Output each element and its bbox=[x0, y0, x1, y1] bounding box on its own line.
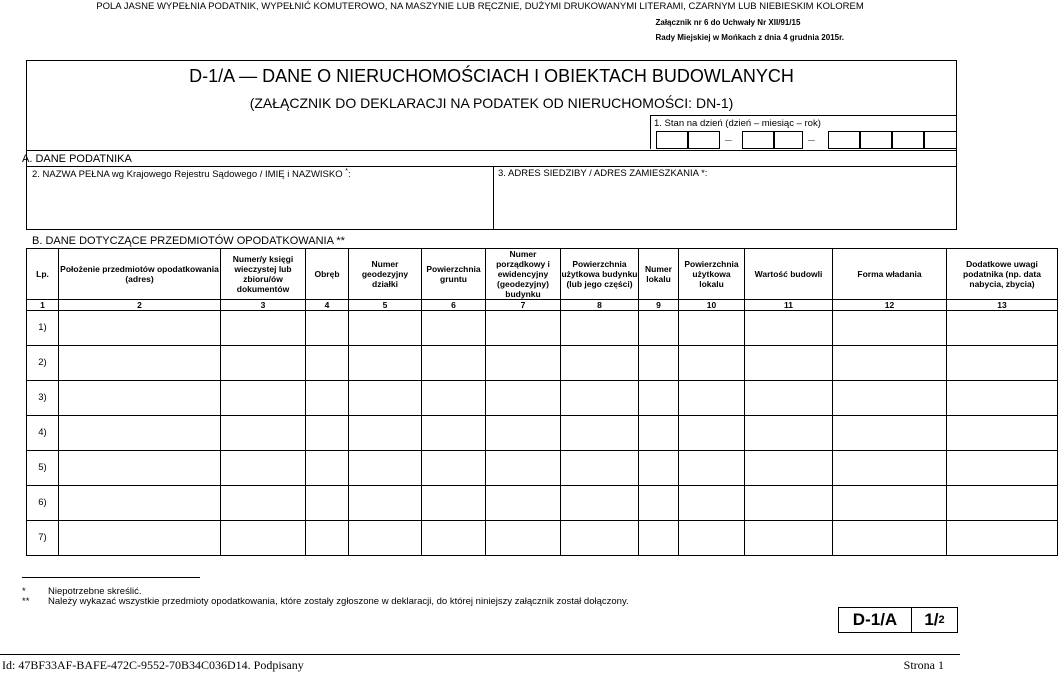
date-month-input-2[interactable] bbox=[774, 131, 803, 149]
date-day-input-1[interactable] bbox=[656, 131, 688, 149]
table-cell-input[interactable] bbox=[947, 486, 1058, 521]
table-cell-input[interactable] bbox=[349, 311, 422, 346]
column-header-ownership-form: Forma władania bbox=[833, 249, 947, 300]
form-title: D-1/A — DANE O NIERUCHOMOŚCIACH I OBIEKTACH BUDOWLANYCH bbox=[189, 66, 794, 86]
footer-rule bbox=[0, 654, 960, 655]
form-subtitle: (ZAŁĄCZNIK DO DEKLARACJI NA PODATEK OD NIERUCHOMOŚCI: DN-1) bbox=[249, 95, 734, 111]
stamp-page-total: 2 bbox=[938, 614, 945, 626]
footnote-1-text: Niepotrzebne skreślić. bbox=[48, 586, 142, 597]
row-number: 1) bbox=[27, 311, 59, 346]
table-cell-input[interactable] bbox=[561, 486, 639, 521]
table-cell-input[interactable] bbox=[745, 486, 833, 521]
table-cell-input[interactable] bbox=[639, 451, 679, 486]
column-number: 4 bbox=[306, 300, 349, 311]
section-a-heading: A. DANE PODATNIKA bbox=[22, 153, 132, 165]
section-a-column-divider bbox=[493, 166, 494, 230]
full-name-footnote-mark: * bbox=[345, 168, 348, 175]
table-cell-input[interactable] bbox=[349, 486, 422, 521]
table-cell-input[interactable] bbox=[59, 346, 221, 381]
column-number: 1 bbox=[27, 300, 59, 311]
table-cell-input[interactable] bbox=[679, 486, 745, 521]
table-cell-input[interactable] bbox=[745, 451, 833, 486]
column-number: 6 bbox=[422, 300, 486, 311]
table-cell-input[interactable] bbox=[833, 416, 947, 451]
table-cell-input[interactable] bbox=[745, 381, 833, 416]
table-cell-input[interactable] bbox=[422, 346, 486, 381]
table-cell-input[interactable] bbox=[486, 381, 561, 416]
table-cell-input[interactable] bbox=[639, 381, 679, 416]
table-cell-input[interactable] bbox=[306, 521, 349, 556]
row-number: 4) bbox=[27, 416, 59, 451]
table-cell-input[interactable] bbox=[422, 381, 486, 416]
column-number: 8 bbox=[561, 300, 639, 311]
date-day-input-2[interactable] bbox=[688, 131, 720, 149]
table-cell-input[interactable] bbox=[349, 521, 422, 556]
table-cell-input[interactable] bbox=[221, 521, 306, 556]
table-cell-input[interactable] bbox=[486, 346, 561, 381]
table-cell-input[interactable] bbox=[947, 311, 1058, 346]
table-cell-input[interactable] bbox=[833, 486, 947, 521]
stamp-page-indicator: 1 / 2 bbox=[924, 610, 945, 629]
column-header-remarks: Dodatkowe uwagi podatnika (np. data nabycia, zbycia) bbox=[947, 249, 1058, 300]
table-cell-input[interactable] bbox=[679, 521, 745, 556]
date-year-input-3[interactable] bbox=[892, 131, 924, 149]
table-cell-input[interactable] bbox=[833, 451, 947, 486]
table-cell-input[interactable] bbox=[679, 311, 745, 346]
address-field[interactable] bbox=[497, 182, 953, 226]
table-cell-input[interactable] bbox=[349, 346, 422, 381]
column-header-lp: Lp. bbox=[27, 249, 59, 300]
row-number: 6) bbox=[27, 486, 59, 521]
full-name-label-text: 2. NAZWA PEŁNA wg Krajowego Rejestru Sądowego / IMIĘ i NAZWISKO bbox=[32, 169, 343, 181]
table-cell-input[interactable] bbox=[679, 381, 745, 416]
table-cell-input[interactable] bbox=[221, 381, 306, 416]
date-field-top-border bbox=[650, 115, 957, 116]
table-cell-input[interactable] bbox=[679, 451, 745, 486]
column-number: 10 bbox=[679, 300, 745, 311]
date-month-input-1[interactable] bbox=[742, 131, 774, 149]
column-number: 7 bbox=[486, 300, 561, 311]
table-cell-input[interactable] bbox=[306, 451, 349, 486]
table-cell-input[interactable] bbox=[745, 521, 833, 556]
table-cell-input[interactable] bbox=[349, 381, 422, 416]
table-cell-input[interactable] bbox=[486, 451, 561, 486]
full-name-label bbox=[32, 168, 351, 180]
table-cell-input[interactable] bbox=[833, 311, 947, 346]
table-cell-input[interactable] bbox=[422, 416, 486, 451]
document-id: Id: 47BF33AF-BAFE-472C-9552-70B34C036D14. Podpisany bbox=[2, 658, 304, 672]
section-a-divider bbox=[26, 150, 957, 151]
instruction-banner: POLA JASNE WYPEŁNIA PODATNIK, WYPEŁNIĆ KOMUTEROWO, NA MASZYNIE LUB RĘCZNIE, DUŻYMI DRUKOWANYMI LITERAMI, CZARNYM LUB NIEBIESKIM KOLOREM bbox=[96, 1, 864, 12]
table-cell-input[interactable] bbox=[833, 346, 947, 381]
table-cell-input[interactable] bbox=[486, 486, 561, 521]
row-number: 2) bbox=[27, 346, 59, 381]
column-header-building-number: Numer porządkowy i ewidencyjny (geodezyjny) budynku bbox=[486, 249, 561, 300]
column-number: 11 bbox=[745, 300, 833, 311]
table-cell-input[interactable] bbox=[639, 521, 679, 556]
table-cell-input[interactable] bbox=[833, 521, 947, 556]
table-cell-input[interactable] bbox=[639, 311, 679, 346]
table-cell-input[interactable] bbox=[306, 416, 349, 451]
table-cell-input[interactable] bbox=[745, 346, 833, 381]
table-cell-input[interactable] bbox=[561, 381, 639, 416]
table-cell-input[interactable] bbox=[745, 311, 833, 346]
table-cell-input[interactable] bbox=[59, 416, 221, 451]
column-number: 9 bbox=[639, 300, 679, 311]
column-number: 3 bbox=[221, 300, 306, 311]
table-cell-input[interactable] bbox=[561, 451, 639, 486]
stamp-form-code: D-1/A bbox=[839, 608, 912, 632]
full-name-label-colon: : bbox=[348, 169, 351, 181]
row-number: 7) bbox=[27, 521, 59, 556]
column-header-unit-number: Numer lokalu bbox=[639, 249, 679, 300]
table-cell-input[interactable] bbox=[59, 311, 221, 346]
footnote-1-mark: * bbox=[22, 586, 26, 597]
date-separator-2: _ bbox=[808, 128, 815, 142]
table-cell-input[interactable] bbox=[221, 486, 306, 521]
date-field-label: 1. Stan na dzień (dzień – miesiąc – rok) bbox=[654, 118, 821, 129]
page-footer: Strona 1 bbox=[903, 658, 944, 672]
table-cell-input[interactable] bbox=[561, 416, 639, 451]
table-cell-input[interactable] bbox=[947, 451, 1058, 486]
address-label: 3. ADRES SIEDZIBY / ADRES ZAMIESZKANIA *: bbox=[498, 168, 708, 179]
form-page-stamp bbox=[838, 607, 958, 633]
table-row bbox=[27, 381, 1058, 416]
footnote-2-mark: ** bbox=[22, 596, 30, 607]
table-cell-input[interactable] bbox=[221, 346, 306, 381]
footnote-separator bbox=[22, 577, 200, 578]
footnote-2 bbox=[22, 596, 629, 607]
table-cell-input[interactable] bbox=[306, 486, 349, 521]
section-b-heading: B. DANE DOTYCZĄCE PRZEDMIOTÓW OPODATKOWANIA ** bbox=[32, 235, 345, 247]
table-cell-input[interactable] bbox=[947, 346, 1058, 381]
table-cell-input[interactable] bbox=[486, 311, 561, 346]
table-cell-input[interactable] bbox=[422, 451, 486, 486]
table-cell-input[interactable] bbox=[639, 486, 679, 521]
column-header-unit-area: Powierzchnia użytkowa lokalu bbox=[679, 249, 745, 300]
table-cell-input[interactable] bbox=[349, 451, 422, 486]
date-year-input-1[interactable] bbox=[828, 131, 860, 149]
footnote-2-text: Należy wykazać wszystkie przedmioty opodatkowania, które zostały zgłoszone w deklaracji, do której niniejszy załącznik został dołączony. bbox=[48, 596, 629, 607]
table-cell-input[interactable] bbox=[561, 311, 639, 346]
table-cell-input[interactable] bbox=[221, 416, 306, 451]
table-row bbox=[27, 486, 1058, 521]
table-cell-input[interactable] bbox=[59, 381, 221, 416]
table-cell-input[interactable] bbox=[59, 486, 221, 521]
column-number: 5 bbox=[349, 300, 422, 311]
table-cell-input[interactable] bbox=[947, 381, 1058, 416]
row-number: 5) bbox=[27, 451, 59, 486]
table-cell-input[interactable] bbox=[59, 451, 221, 486]
table-cell-input[interactable] bbox=[59, 521, 221, 556]
column-header-land-register: Numer/y księgi wieczystej lub zbioru/ów dokumentów bbox=[221, 249, 306, 300]
date-year-input-4[interactable] bbox=[924, 131, 957, 149]
table-cell-input[interactable] bbox=[679, 416, 745, 451]
table-cell-input[interactable] bbox=[947, 521, 1058, 556]
table-row bbox=[27, 311, 1058, 346]
table-cell-input[interactable] bbox=[422, 311, 486, 346]
table-cell-input[interactable] bbox=[221, 311, 306, 346]
table-cell-input[interactable] bbox=[745, 416, 833, 451]
table-cell-input[interactable] bbox=[486, 521, 561, 556]
table-cell-input[interactable] bbox=[306, 381, 349, 416]
annex-note bbox=[655, 15, 844, 45]
column-header-location: Położenie przedmiotów opodatkowania (adres) bbox=[59, 249, 221, 300]
table-row bbox=[27, 346, 1058, 381]
table-cell-input[interactable] bbox=[561, 521, 639, 556]
annex-line-2: Rady Miejskiej w Mońkach z dnia 4 grudnia 2015r. bbox=[655, 33, 844, 42]
table-cell-input[interactable] bbox=[306, 311, 349, 346]
stamp-page-number: 1 bbox=[924, 610, 934, 629]
table-cell-input[interactable] bbox=[639, 416, 679, 451]
column-header-building-area: Powierzchnia użytkowa budynku (lub jego części) bbox=[561, 249, 639, 300]
section-a-field-divider bbox=[26, 166, 957, 167]
date-field-left-border bbox=[650, 115, 651, 149]
properties-table bbox=[26, 248, 1058, 556]
column-number: 12 bbox=[833, 300, 947, 311]
row-number: 3) bbox=[27, 381, 59, 416]
column-header-structure-value: Wartość budowli bbox=[745, 249, 833, 300]
table-row bbox=[27, 521, 1058, 556]
column-header-land-area: Powierzchnia gruntu bbox=[422, 249, 486, 300]
table-row bbox=[27, 451, 1058, 486]
annex-line-1: Załącznik nr 6 do Uchwały Nr XII/91/15 bbox=[655, 18, 801, 27]
table-cell-input[interactable] bbox=[486, 416, 561, 451]
date-year-input-2[interactable] bbox=[860, 131, 892, 149]
table-row bbox=[27, 416, 1058, 451]
table-cell-input[interactable] bbox=[306, 346, 349, 381]
column-header-precinct: Obręb bbox=[306, 249, 349, 300]
column-number: 13 bbox=[947, 300, 1058, 311]
table-cell-input[interactable] bbox=[221, 451, 306, 486]
table-cell-input[interactable] bbox=[679, 346, 745, 381]
column-number: 2 bbox=[59, 300, 221, 311]
column-header-plot-number: Numer geodezyjny działki bbox=[349, 249, 422, 300]
table-cell-input[interactable] bbox=[561, 346, 639, 381]
table-cell-input[interactable] bbox=[422, 486, 486, 521]
table-cell-input[interactable] bbox=[639, 346, 679, 381]
table-cell-input[interactable] bbox=[349, 416, 422, 451]
table-cell-input[interactable] bbox=[422, 521, 486, 556]
full-name-field[interactable] bbox=[30, 182, 490, 226]
date-separator-1: _ bbox=[725, 128, 732, 142]
table-cell-input[interactable] bbox=[833, 381, 947, 416]
table-cell-input[interactable] bbox=[947, 416, 1058, 451]
